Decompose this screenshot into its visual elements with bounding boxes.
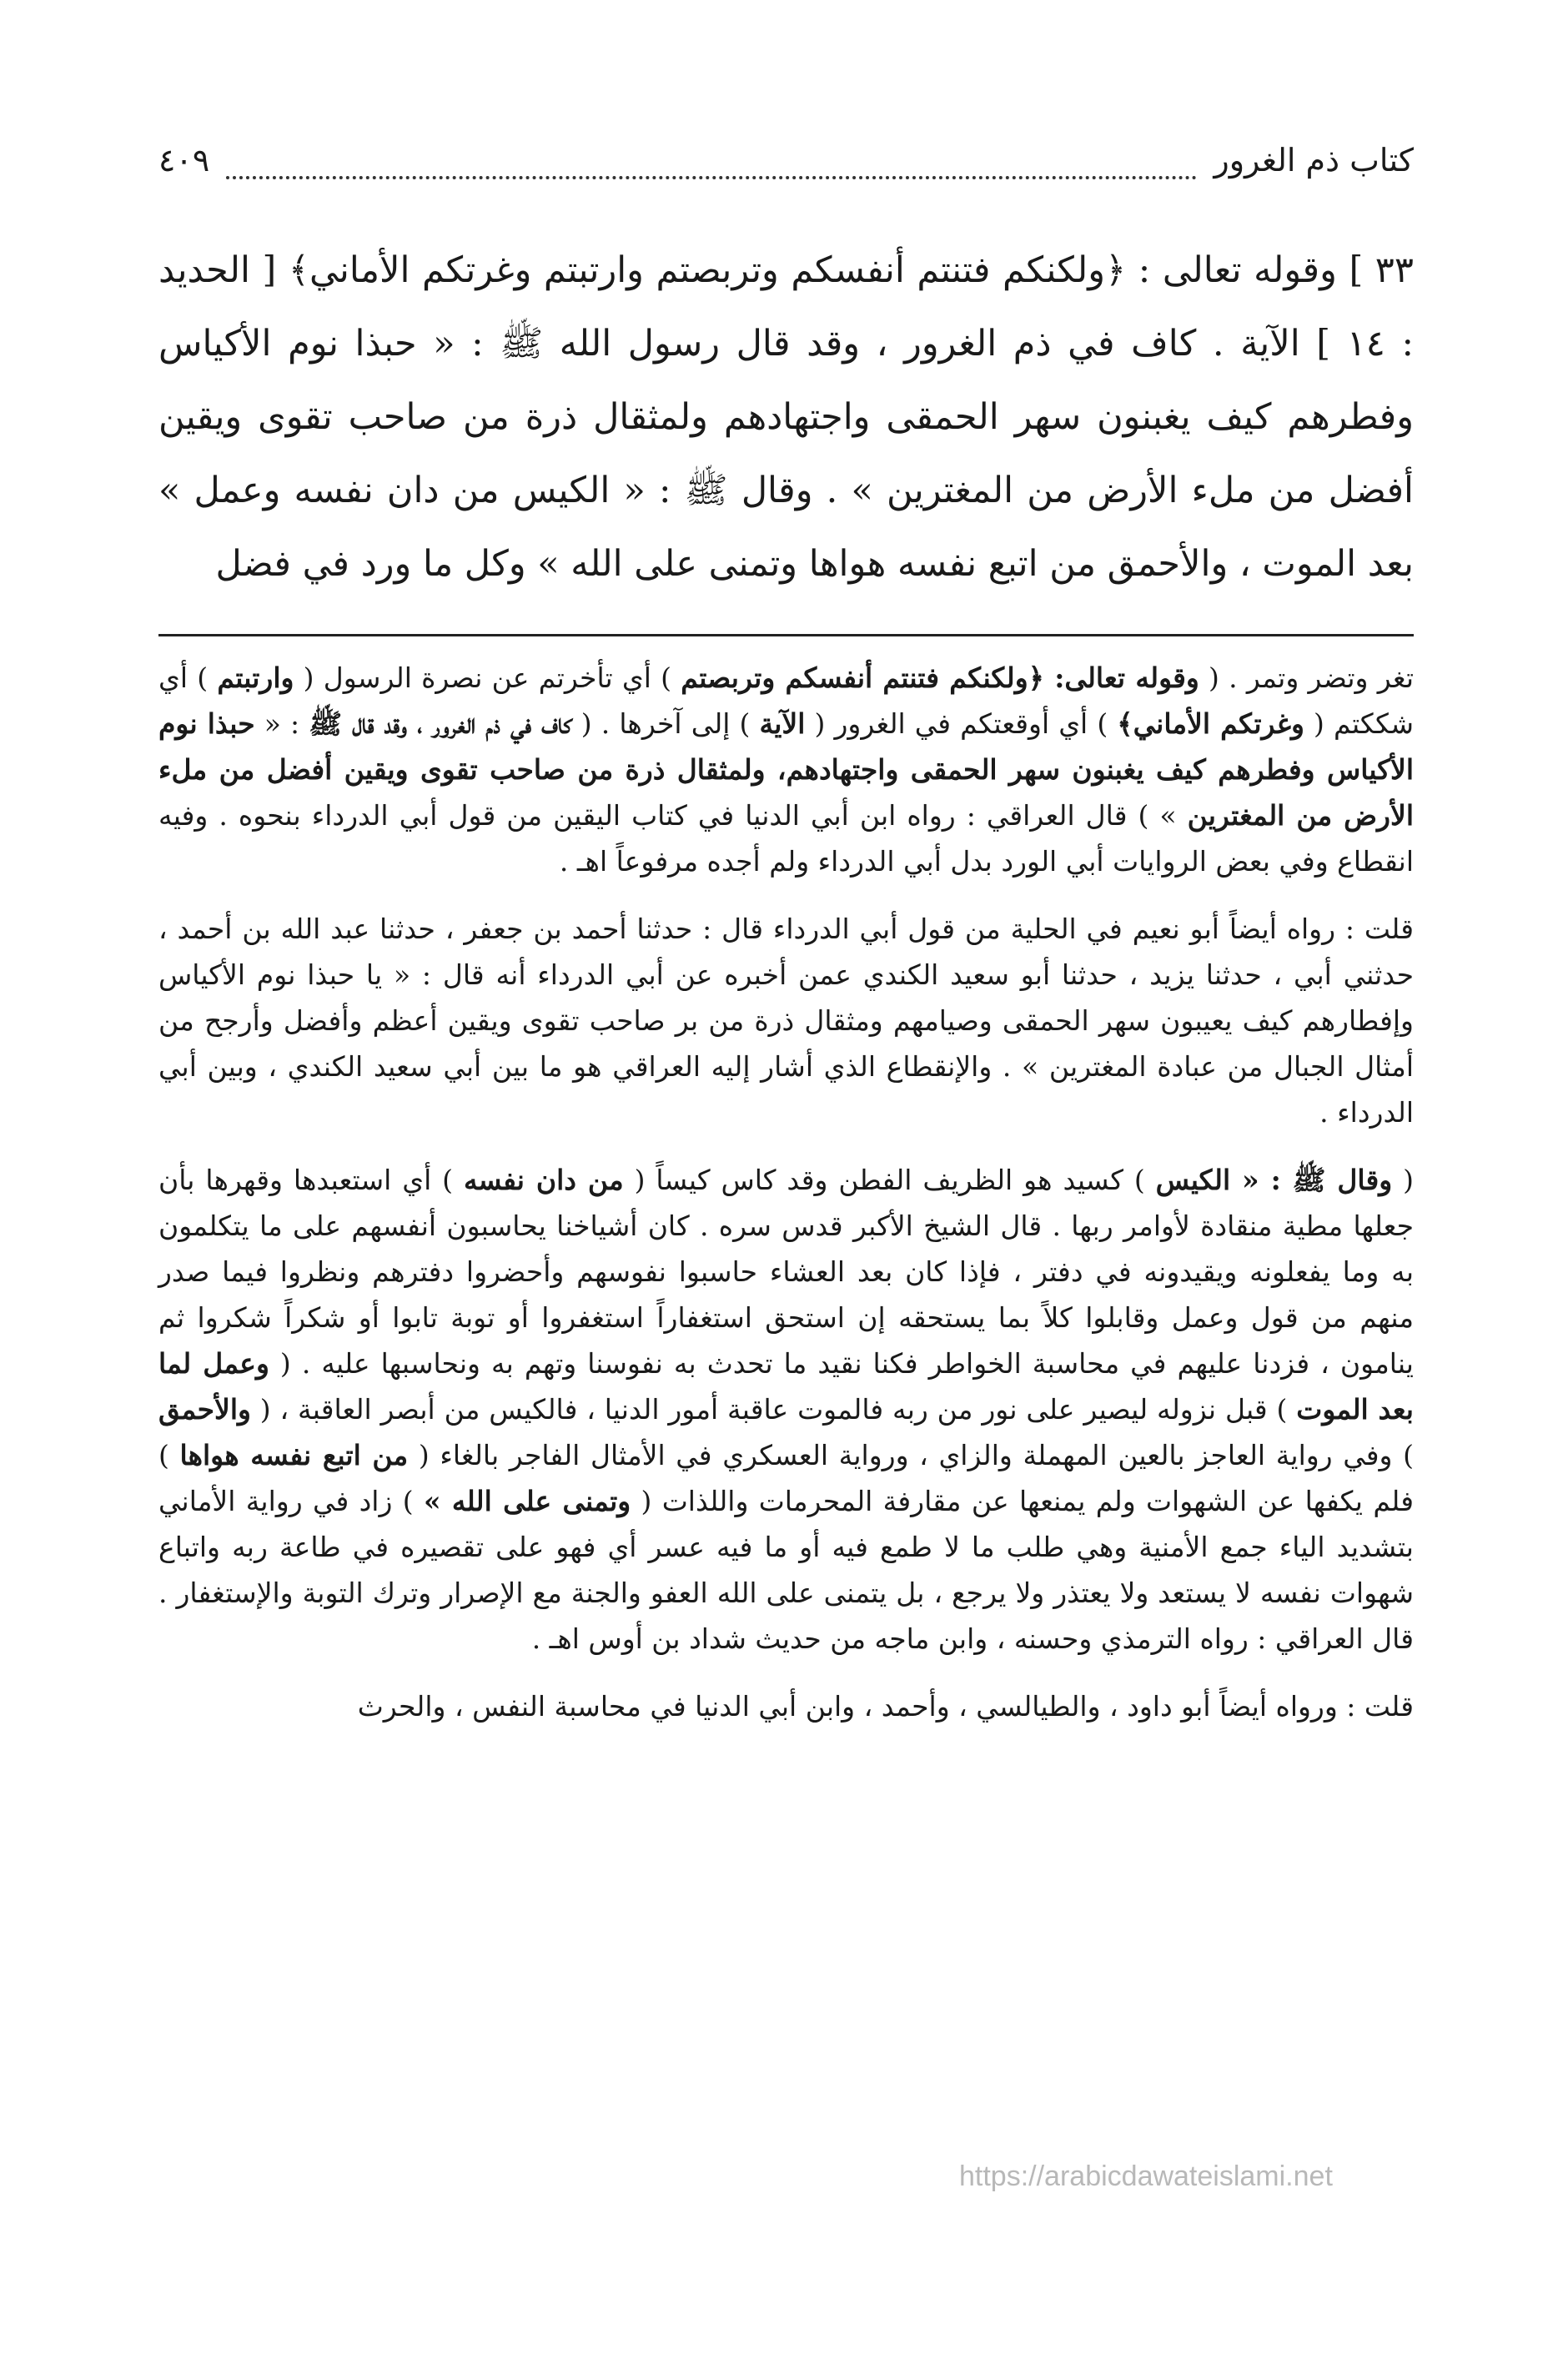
commentary-text: تغر وتضر وتمر . ( — [1199, 661, 1415, 694]
page-number: ٤٠٩ — [158, 142, 210, 179]
bold-quoted-text: حبذا نوم الأكياس وفطرهم كيف يغبنون سهر الحمقى واجتهادهم، ولمثقال ذرة من صاحب تقوى ويقين أفضل من ملء الأرض من المغترين — [158, 707, 1414, 832]
commentary-text: ) إلى آخرها . ( — [571, 707, 760, 740]
commentary-text: ) أي استعبدها وقهرها بأن جعلها مطية منقادة لأوامر ربها . قال الشيخ الأكبر قدس سره . كان أشياخنا يحاسبون أنفسهم على ما يتكلمون به وما يفعلونه ويقيدونه في دفتر ، فإذا كان بعد العشاء حاسبوا نفوسهم وأحضروا دفترهم ونظروا فيما صدر منهم من قول وعمل وقابلوا كلاً بما يستحقه إن استحق استغفاراً استغفروا أو توبة تابوا أو شكراً شكروا ثم ينامون ، فزدنا عليهم في محاسبة الخواطر فكنا نقيد ما تحدث به نفوسنا وتهم به ونحاسبها عليه . ( — [158, 1164, 1414, 1380]
bold-quoted-text: الآية — [759, 707, 806, 740]
running-header — [158, 142, 1414, 200]
book-title: كتاب ذم الغرور — [1214, 142, 1414, 179]
commentary-text: » ) قال العراقي : رواه ابن أبي الدنيا في كتاب اليقين من قول أبي الدرداء بنحوه . وفيه انقطاع وفي بعض الروايات أبي الورد بدل أبي الدرداء ولم أجده مرفوعاً اهـ . — [158, 799, 1414, 878]
bold-quoted-text: من اتبع نفسه هواها — [179, 1439, 409, 1471]
main-text — [158, 234, 1414, 601]
bold-quoted-text: من دان نفسه — [463, 1164, 624, 1196]
commentary-text: ) كسيد هو الظريف الفطن وقد كاس كيساً ( — [623, 1164, 1156, 1196]
commentary-text: ) زاد في رواية الأماني بتشديد الياء جمع الأمنية وهي طلب ما لا طمع فيه أو ما فيه عسر أي فهو على تقصيره في طاعة ربه واتباع شهوات نفسه لا يستعد ولا يعتذر ولا يرجع ، بل يتمنى على الله العفو والجنة مع الإصرار وترك التوبة والإستغفار . قال العراقي : رواه الترمذي وحسنه ، وابن ماجه من حديث شداد بن أوس اهـ . — [158, 1485, 1414, 1655]
bold-quoted-text: وعمل لما بعد الموت — [158, 1347, 1414, 1426]
bold-quoted-text: وتمنى على الله » — [423, 1485, 631, 1517]
bold-quoted-text: وغرتكم الأماني﴾ — [1117, 707, 1304, 740]
bold-quoted-text: وقوله تعالى: ﴿ولكنكم فتنتم أنفسكم وتربصتم — [681, 661, 1199, 694]
watermark-url: https://arabicdawateislami.net — [959, 2160, 1333, 2192]
commentary-text: ) أي تأخرتم عن نصرة الرسول ( — [294, 661, 681, 694]
bold-quoted-text: وارتبتم — [217, 661, 294, 694]
commentary-paragraph-1 — [158, 655, 1414, 884]
bold-quoted-text: كاف في ذم الغرور ، وقد قال ﷺ — [309, 707, 572, 740]
book-page — [158, 142, 1414, 1751]
commentary-paragraph-3 — [158, 1157, 1414, 1662]
commentary — [158, 655, 1414, 1729]
commentary-paragraph-4: قلت : ورواه أيضاً أبو داود ، والطيالسي ، وأحمد ، وابن أبي الدنيا في محاسبة النفس ، والحرث — [357, 1690, 1414, 1723]
commentary-text: : « — [254, 707, 309, 740]
bold-quoted-text: والأحمق — [158, 1393, 251, 1426]
commentary-text: ) وفي رواية العاجز بالعين المهملة والزاي ، ورواية العسكري في الأمثال الفاجر بالغاء ( — [408, 1439, 1414, 1471]
commentary-text: ) قبل نزوله ليصير على نور من ربه فالموت عاقبة أمور الدنيا ، فالكيس من أبصر العاقبة ، ( — [250, 1393, 1297, 1426]
commentary-text: ) أي أوقعتكم في الغرور ( — [805, 707, 1118, 740]
footnote-divider — [158, 634, 1414, 636]
commentary-text: ) فلم يكفها عن الشهوات ولم يمنعها عن مقارفة المحرمات واللذات ( — [158, 1439, 1414, 1517]
commentary-text: ) أي شككتم ( — [158, 661, 1415, 740]
main-paragraph: ٣٣ ] وقوله تعالى : ﴿ولكنكم فتنتم أنفسكم وتربصتم وارتبتم وغرتكم الأماني﴾ [ الحديد : ١٤ ] الآية . كاف في ذم الغرور ، وقد قال رسول الله ﷺ : « حبذا نوم الأكياس وفطرهم كيف يغبنون سهر الحمقى واجتهادهم ولمثقال ذرة من صاحب تقوى ويقين أفضل من ملء الأرض من المغترين » . وقال ﷺ : « الكيس من دان نفسه وعمل » بعد الموت ، والأحمق من اتبع نفسه هواها وتمنى على الله » وكل ما ورد في فضل — [158, 249, 1415, 585]
dotted-leader — [226, 176, 1197, 179]
bold-quoted-text: وقال ﷺ : « الكيس — [1155, 1164, 1393, 1196]
commentary-text: ( — [1392, 1164, 1414, 1196]
commentary-paragraph-2: قلت : رواه أيضاً أبو نعيم في الحلية من قول أبي الدرداء قال : حدثنا أحمد بن جعفر ، حدثنا عبد الله بن أحمد ، حدثني أبي ، حدثنا يزيد ، حدثنا أبو سعيد الكندي عمن أخبره عن أبي الدرداء أنه قال : « يا حبذا نوم الأكياس وإفطارهم كيف يعيبون سهر الحمقى وصيامهم ومثقال ذرة من بر صاحب تقوى ويقين أعظم وأفضل وأرجح من أمثال الجبال من عبادة المغترين » . والإنقطاع الذي أشار إليه العراقي هو ما بين أبي سعيد الكندي ، وبين أبي الدرداء . — [158, 913, 1414, 1129]
